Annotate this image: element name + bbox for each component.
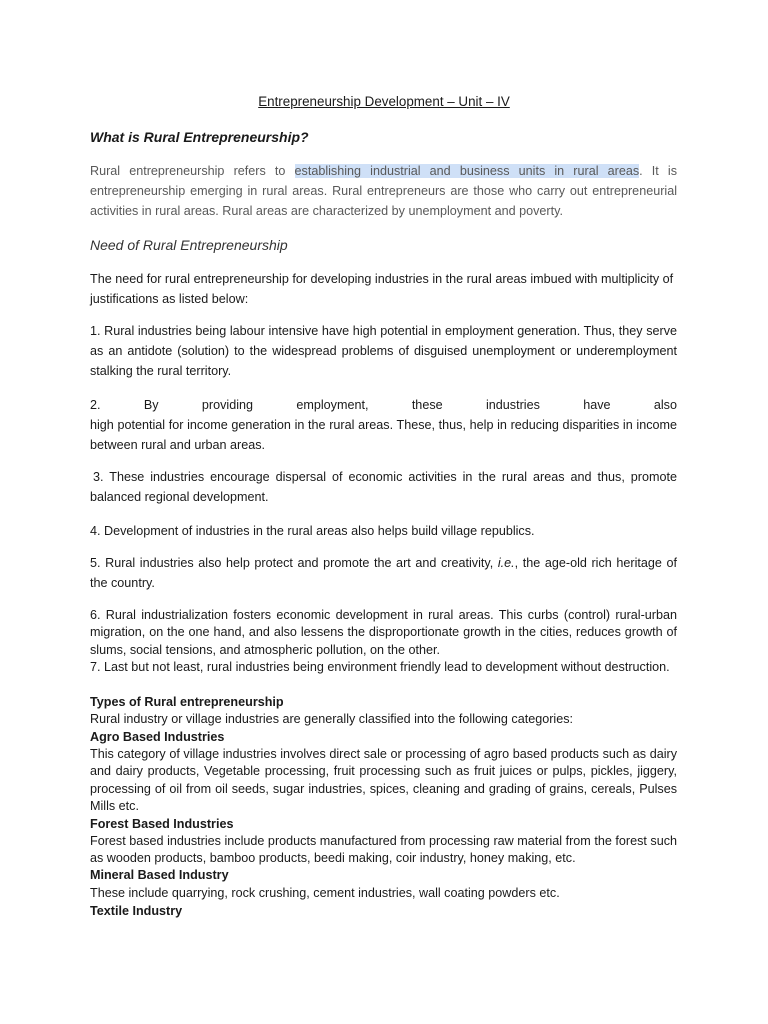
intro-text-start: Rural entrepreneurship refers to bbox=[90, 164, 295, 178]
forest-heading: Forest Based Industries bbox=[90, 817, 234, 831]
point-5-text-end: , the age-old rich heritage of the country. bbox=[90, 556, 677, 591]
types-intro: Rural industry or village industries are generally classified into the following categories: bbox=[90, 712, 574, 726]
point-2-first-line bbox=[90, 395, 677, 415]
point-6-paragraph: 6. Rural industrialization fosters economic development in rural areas. This curbs (control) rural-urban migration, on the one hand, and also lessens the disproportionate growth in the cities, reduces growth of slums, social tensions, and atmospheric pollution, on the other. bbox=[90, 608, 677, 657]
point-2-word: employment, bbox=[296, 398, 369, 412]
point-2-word: providing bbox=[201, 398, 254, 412]
need-heading: Need of Rural Entrepreneurship bbox=[90, 237, 288, 253]
point-3-paragraph: 3. These industries encourage dispersal of economic activities in the rural areas and thus, promote balanced regional development. bbox=[90, 470, 677, 505]
mineral-paragraph: These include quarrying, rock crushing, cement industries, wall coating powders etc. bbox=[90, 886, 560, 900]
point-2-word: industries bbox=[485, 398, 540, 412]
types-heading: Types of Rural entrepreneurship bbox=[90, 695, 284, 709]
point-5-ie: i.e. bbox=[497, 556, 515, 570]
intro-paragraph bbox=[90, 161, 677, 222]
textile-heading: Textile Industry bbox=[90, 904, 183, 918]
point-2-word: also bbox=[653, 398, 677, 412]
point-5-text-start: 5. Rural industries also help protect and promote the art and creativity, bbox=[90, 556, 498, 570]
agro-paragraph: This category of village industries involves direct sale or processing of agro based products such as dairy and dairy products, Vegetable processing, fruit processing such as fruit juices or pulps, pickles, jiggery, processing of oil from oil seeds, sugar industries, spices, cleaning and grading of grains, cereals, Pulses Mills etc. bbox=[90, 747, 677, 813]
point-4-paragraph: 4. Development of industries in the rural areas also helps build village republics. bbox=[90, 524, 535, 538]
point-2-word: these bbox=[411, 398, 443, 412]
point-7-paragraph: 7. Last but not least, rural industries being environment friendly lead to development without destruction. bbox=[90, 660, 670, 674]
point-2-word: 2. bbox=[90, 398, 101, 412]
point-2-word: have bbox=[583, 398, 611, 412]
point-2-rest: high potential for income generation in the rural areas. These, thus, help in reducing disparities in income between rural and urban areas. bbox=[90, 418, 677, 453]
point-1-paragraph: 1. Rural industries being labour intensive have high potential in employment generation. Thus, they serve as an antidote (solution) to the widespread problems of disguised unemployment or underemployment stalking the rural territory. bbox=[90, 324, 677, 379]
agro-heading: Agro Based Industries bbox=[90, 730, 225, 744]
forest-paragraph: Forest based industries include products manufactured from processing raw material from the forest such as wooden products, bamboo products, beedi making, coir industry, honey making, etc. bbox=[90, 834, 677, 866]
need-intro-paragraph: The need for rural entrepreneurship for developing industries in the rural areas imbued with multiplicity of justifications as listed below: bbox=[90, 272, 674, 307]
point-2-word: By bbox=[143, 398, 159, 412]
intro-text-end: . It is entrepreneurship emerging in rural areas. Rural entrepreneurs are those who carry out entrepreneurial activities in rural areas. Rural areas are characterized by unemployment and poverty. bbox=[90, 164, 677, 219]
point-2-paragraph bbox=[90, 395, 677, 456]
document-title: Entrepreneurship Development – Unit – IV bbox=[258, 94, 510, 109]
point-5-paragraph bbox=[90, 553, 677, 593]
rural-entrepreneurship-heading: What is Rural Entrepreneurship? bbox=[90, 129, 309, 145]
highlighted-text: establishing industrial and business units in rural areas bbox=[294, 164, 640, 178]
mineral-heading: Mineral Based Industry bbox=[90, 868, 229, 882]
